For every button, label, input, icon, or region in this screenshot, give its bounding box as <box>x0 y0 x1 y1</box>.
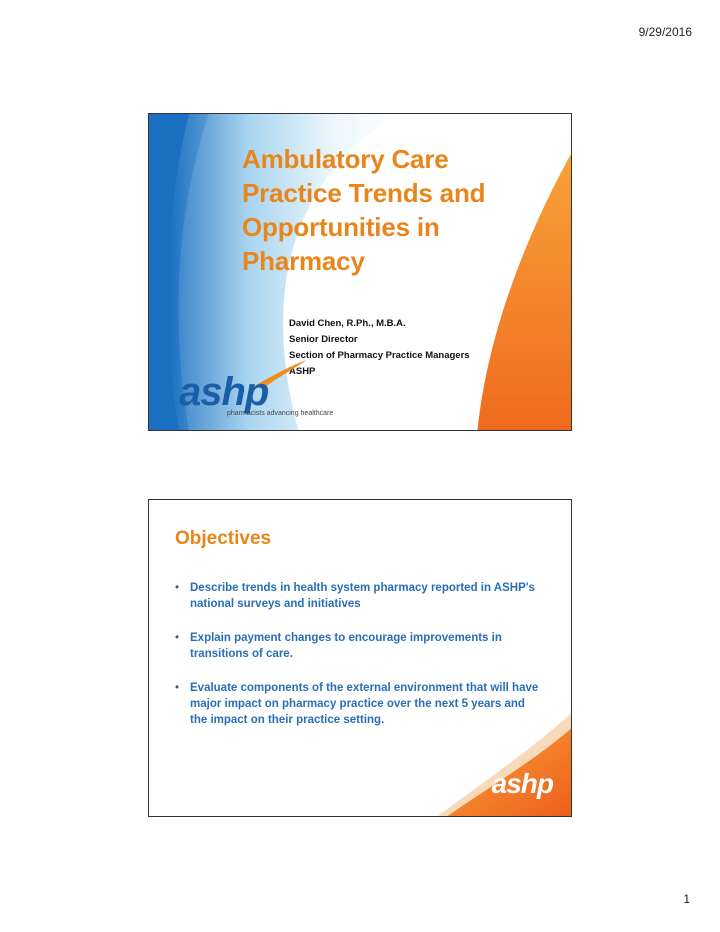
list-item <box>175 630 545 662</box>
ashp-logo <box>179 370 379 420</box>
objectives-slide <box>148 499 572 817</box>
list-item <box>175 680 545 728</box>
objective-text: Evaluate components of the external environment that will have major impact on pharmacy practice over the next 5 years and the impact on their practice setting. <box>190 682 539 726</box>
objective-text: Explain payment changes to encourage improvements in transitions of care. <box>190 632 502 660</box>
title-line-1: Ambulatory Care <box>242 144 449 174</box>
title-slide <box>148 113 572 431</box>
logo-tagline: pharmacists advancing healthcare <box>227 410 334 417</box>
list-item <box>175 580 545 612</box>
title-line-3: Opportunities in <box>242 212 440 242</box>
bullet: • <box>175 582 180 594</box>
presenter-name: David Chen, R.Ph., M.B.A. <box>289 318 406 329</box>
bullet: • <box>175 632 180 644</box>
page-date: 9/29/2016 <box>638 25 692 39</box>
title-slide-heading <box>242 142 542 278</box>
presenter-org: ASHP <box>289 366 316 377</box>
title-line-4: Pharmacy <box>242 246 365 276</box>
objectives-logo: ashp <box>491 768 553 799</box>
objectives-title: Objectives <box>175 528 272 549</box>
presenter-section: Section of Pharmacy Practice Managers <box>289 350 470 361</box>
bullet: • <box>175 682 180 694</box>
presenter-role: Senior Director <box>289 334 358 345</box>
logo-wordmark: ashp <box>179 370 269 414</box>
title-line-2: Practice Trends and <box>242 178 486 208</box>
objective-text: Describe trends in health system pharmacy reported in ASHP's national surveys and initiatives <box>190 582 535 610</box>
objectives-list <box>175 580 545 746</box>
page-number: 1 <box>683 892 690 906</box>
